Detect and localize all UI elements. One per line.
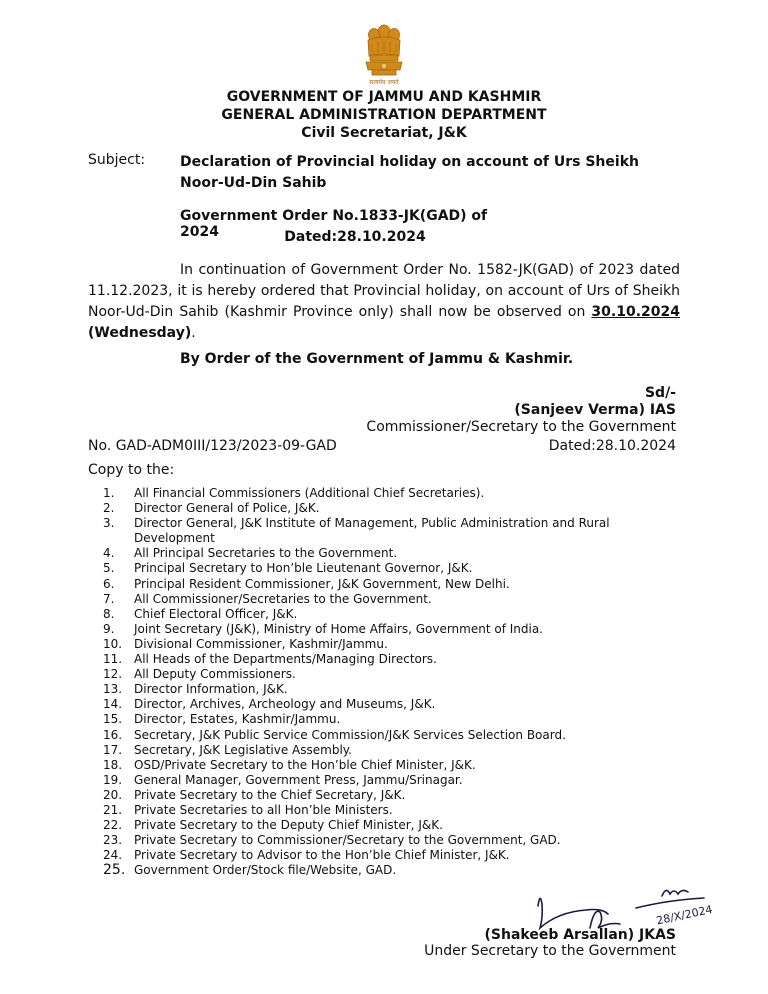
list-item-text: All Financial Commissioners (Additional Chief Secretaries). xyxy=(134,486,485,500)
list-item-number: 18. xyxy=(103,757,123,772)
list-item-number: 17. xyxy=(103,742,123,757)
list-item xyxy=(88,743,688,758)
list-item xyxy=(88,728,688,743)
list-item-number: 12. xyxy=(103,667,123,682)
list-item-text: Director Information, J&K. xyxy=(134,682,288,697)
list-item-text: Director, Estates, Kashmir/Jammu. xyxy=(134,712,341,727)
order-date: Dated:28.10.2024 xyxy=(284,229,426,245)
order-body-end: . xyxy=(191,325,196,341)
list-item-text: All Heads of the Departments/Managing Directors. xyxy=(134,652,437,667)
list-item-number: 8. xyxy=(103,606,115,621)
list-item-number: 15. xyxy=(103,712,123,727)
list-item-number: 14. xyxy=(103,697,123,712)
list-item-text: Joint Secretary (J&K), Ministry of Home Affairs, Government of India. xyxy=(134,621,543,636)
list-item xyxy=(88,577,688,592)
list-item-number: 1. xyxy=(103,486,115,500)
list-item-text: Principal Secretary to Hon’ble Lieutenant Governor, J&K. xyxy=(134,561,473,576)
sd-mark: Sd/- xyxy=(644,385,676,401)
list-item xyxy=(88,561,688,576)
list-item-number: 21. xyxy=(103,802,123,817)
copy-to-label: Copy to the: xyxy=(88,462,175,478)
list-item-text: Divisional Commissioner, Kashmir/Jammu. xyxy=(134,636,388,651)
list-item-text: Government Order/Stock file/Website, GAD. xyxy=(134,863,397,878)
list-item-number: 3. xyxy=(103,516,115,531)
svg-text:सत्यमेव जयते: सत्यमेव जयते xyxy=(369,79,399,86)
list-item xyxy=(88,818,688,833)
list-item-text: Secretary, J&K Public Service Commission/J&K Services Selection Board. xyxy=(134,727,566,742)
list-item-text: Private Secretary to the Chief Secretary, J&K. xyxy=(134,787,406,802)
list-item-text: Private Secretary to the Deputy Chief Minister, J&K. xyxy=(134,818,443,833)
reference-number: No. GAD-ADM0III/123/2023-09-GAD xyxy=(88,438,337,454)
list-item-number: 7. xyxy=(103,591,115,606)
list-item xyxy=(88,622,688,637)
government-title: GOVERNMENT OF JAMMU AND KASHMIR xyxy=(226,89,542,105)
list-item-number: 11. xyxy=(103,652,123,667)
list-item xyxy=(88,637,688,652)
list-item xyxy=(88,652,688,667)
holiday-day: (Wednesday) xyxy=(88,325,192,341)
list-item xyxy=(88,803,688,818)
list-item xyxy=(88,758,688,773)
list-item-text: OSD/Private Secretary to the Hon’ble Chief Minister, J&K. xyxy=(134,757,476,772)
list-item-text: Director, Archives, Archeology and Museums, J&K. xyxy=(134,697,436,712)
list-item xyxy=(88,546,688,561)
list-item-number: 24. xyxy=(103,848,123,863)
list-item-text: All Commissioner/Secretaries to the Government. xyxy=(134,591,432,606)
list-item-number: 25. xyxy=(103,862,126,879)
list-item xyxy=(88,607,688,622)
holiday-date: 30.10.2024 xyxy=(591,304,680,320)
subject-label: Subject: xyxy=(88,152,146,168)
first-signatory-designation: Commissioner/Secretary to the Government xyxy=(366,419,676,435)
list-item xyxy=(88,848,688,863)
list-item-number: 4. xyxy=(103,546,115,561)
list-item xyxy=(88,516,688,546)
list-item-number: 6. xyxy=(103,576,115,591)
list-item xyxy=(88,486,688,501)
list-item xyxy=(88,788,688,803)
list-item-text: General Manager, Government Press, Jammu/Srinagar. xyxy=(134,772,463,787)
list-item-text: Principal Resident Commissioner, J&K Government, New Delhi. xyxy=(134,576,510,591)
first-signatory-name: (Sanjeev Verma) IAS xyxy=(514,402,676,418)
list-item xyxy=(88,682,688,697)
by-order-line: By Order of the Government of Jammu & Kashmir. xyxy=(180,351,574,367)
list-item xyxy=(88,863,688,878)
final-signatory-designation: Under Secretary to the Government xyxy=(424,943,676,959)
list-item-text: Private Secretary to Advisor to the Hon’ble Chief Minister, J&K. xyxy=(134,848,510,863)
list-item-number: 19. xyxy=(103,772,123,787)
list-item-number: 9. xyxy=(103,621,115,636)
list-item-number: 13. xyxy=(103,682,123,697)
copy-to-list xyxy=(88,486,688,878)
list-item xyxy=(88,773,688,788)
list-item-text: All Deputy Commissioners. xyxy=(134,667,296,682)
list-item-number: 23. xyxy=(103,833,123,848)
list-item-number: 10. xyxy=(103,636,123,651)
list-item xyxy=(88,501,688,516)
list-item-text: Director General, J&K Institute of Management, Public Administration and Rural Development xyxy=(134,516,610,546)
list-item-number: 20. xyxy=(103,787,123,802)
department-title: GENERAL ADMINISTRATION DEPARTMENT xyxy=(221,107,547,123)
list-item xyxy=(88,697,688,712)
svg-text:28/X/2024: 28/X/2024 xyxy=(655,902,714,928)
reference-date: Dated:28.10.2024 xyxy=(548,438,676,454)
list-item-number: 5. xyxy=(103,561,115,576)
state-emblem xyxy=(358,22,410,88)
order-body-text: In continuation of Government Order No. 1582-JK(GAD) of 2023 dated 11.12.2023, it is hereby ordered that Provincial holiday, on account of Urs of Sheikh Noor-Ud-Din Sahib (Kashmir Province only) shall now be observed on xyxy=(88,262,680,320)
order-number: Government Order No.1833-JK(GAD) of 2024 xyxy=(180,208,488,240)
list-item-text: Private Secretary to Commissioner/Secretary to the Government, GAD. xyxy=(134,833,561,848)
list-item-text: Chief Electoral Officer, J&K. xyxy=(134,606,298,621)
office-location: Civil Secretariat, J&K xyxy=(301,125,467,141)
list-item-text: Director General of Police, J&K. xyxy=(134,501,320,516)
list-item xyxy=(88,667,688,682)
list-item-number: 16. xyxy=(103,727,123,742)
list-item-text: Private Secretaries to all Hon’ble Ministers. xyxy=(134,802,393,817)
order-body xyxy=(88,260,680,344)
list-item-text: All Principal Secretaries to the Government. xyxy=(134,546,398,561)
list-item xyxy=(88,592,688,607)
list-item-text: Secretary, J&K Legislative Assembly. xyxy=(134,742,352,757)
list-item-number: 2. xyxy=(103,501,115,516)
list-item-number: 22. xyxy=(103,818,123,833)
list-item xyxy=(88,712,688,727)
subject-text: Declaration of Provincial holiday on account of Urs Sheikh Noor-Ud-Din Sahib xyxy=(180,154,639,191)
list-item xyxy=(88,833,688,848)
final-signatory-name: (Shakeeb Arsallan) JKAS xyxy=(484,927,676,943)
